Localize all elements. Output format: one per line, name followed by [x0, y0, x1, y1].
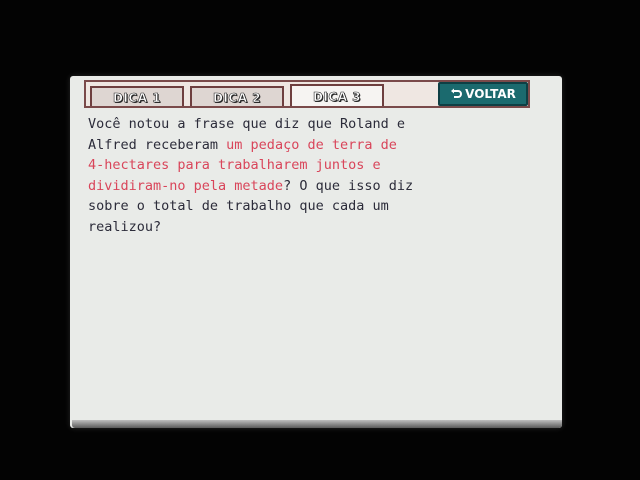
tab-label: DICA 2: [212, 90, 262, 105]
tab-dica-1[interactable]: [90, 86, 184, 107]
hint-text: [88, 114, 468, 237]
back-button[interactable]: [438, 82, 528, 106]
hint-text-part1: Você notou a frase que diz que Roland e Alfred receberam: [88, 116, 405, 153]
back-button-label: VOLTAR: [465, 87, 516, 101]
screen-bottom-edge: [72, 420, 562, 428]
tab-label: DICA 3: [312, 90, 362, 104]
tab-dica-3[interactable]: [290, 84, 384, 108]
divider: [84, 106, 530, 108]
return-arrow-icon: [450, 88, 462, 100]
hint-text-highlight: um pedaço de terra de 4-hectares para trabalharem juntos e dividiram-no pela metade: [88, 136, 397, 194]
hint-text-part2: ? O que isso diz sobre o total de trabalho que cada um realizou?: [88, 177, 414, 235]
tab-dica-2[interactable]: [190, 86, 284, 107]
tab-label: DICA 1: [112, 90, 162, 105]
hint-window: [70, 76, 562, 428]
